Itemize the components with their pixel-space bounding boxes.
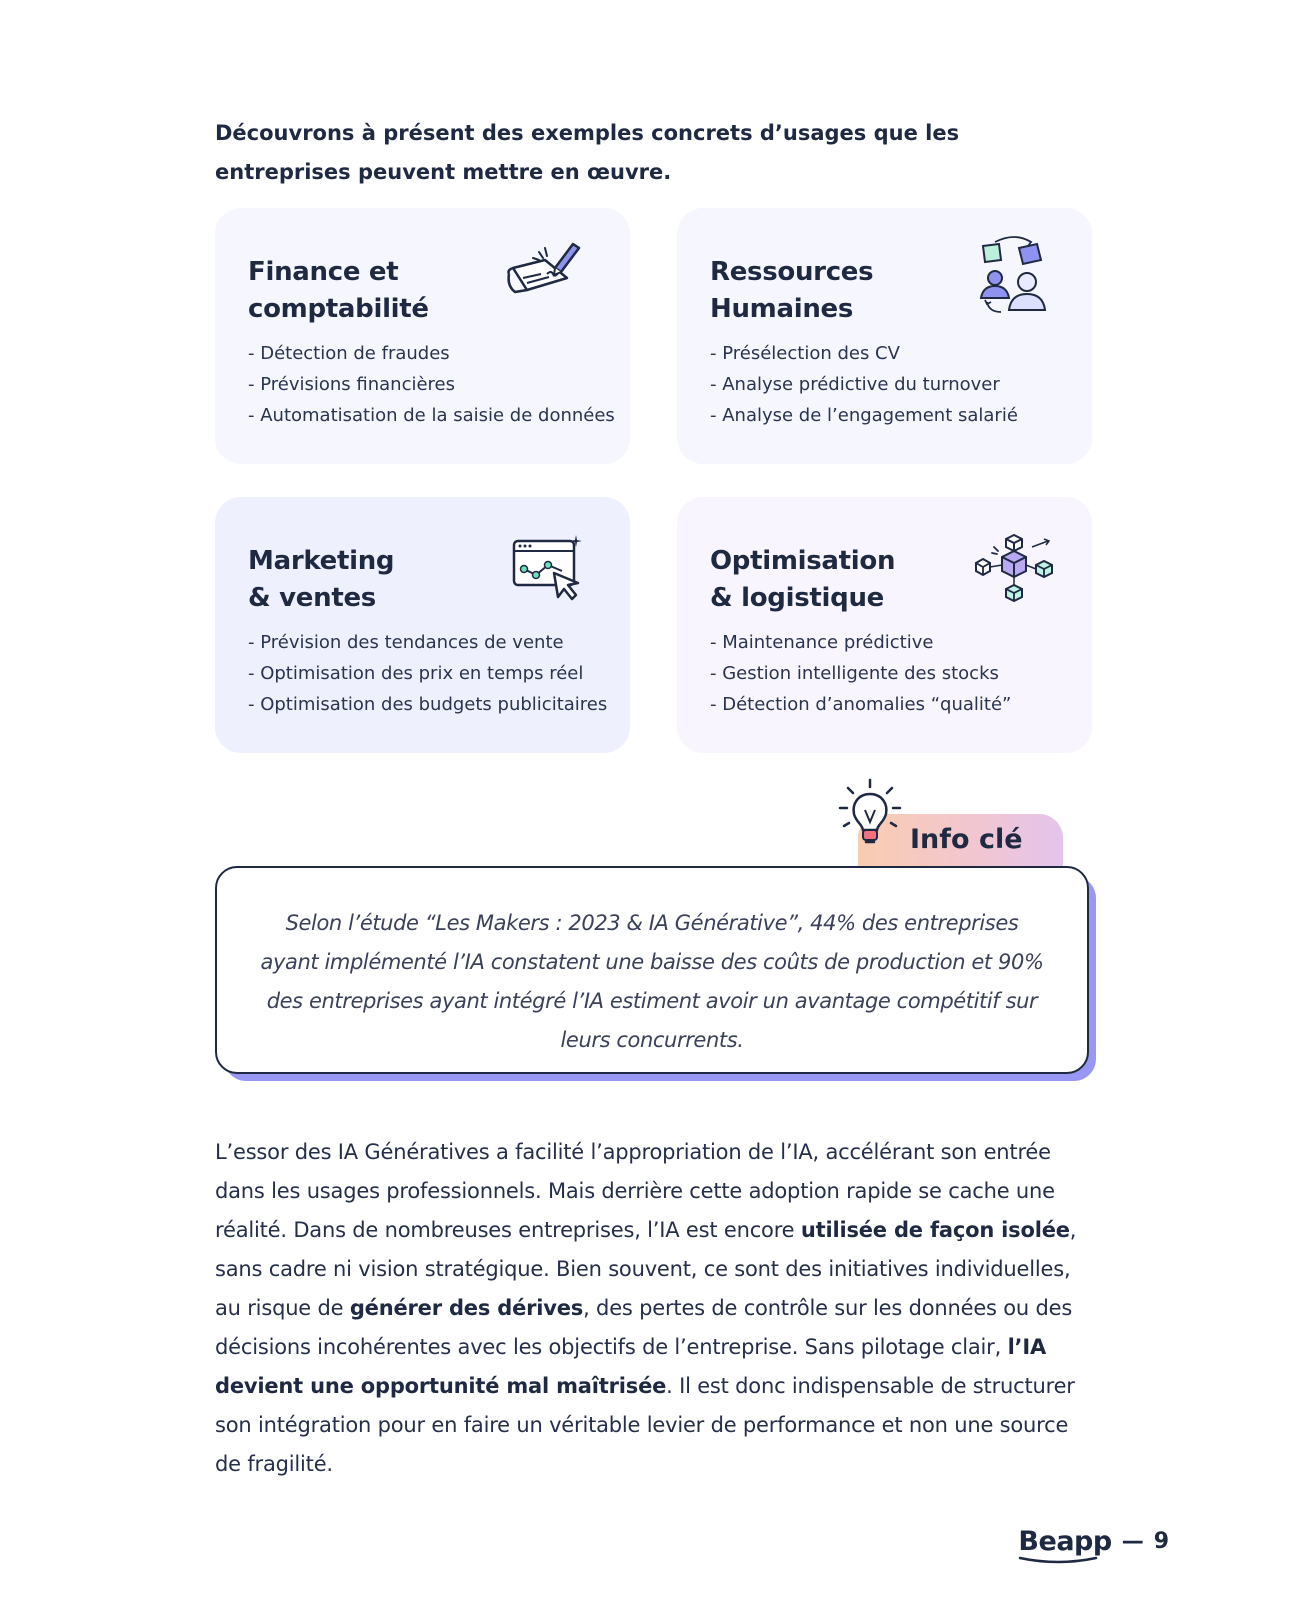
page-number: 9 xyxy=(1153,1529,1169,1554)
list-item: - Analyse de l’engagement salarié xyxy=(710,405,1018,426)
card-title: Finance et comptabilité xyxy=(248,257,429,324)
card-title: Ressources Humaines xyxy=(710,257,874,324)
emphasis-text: générer des dérives xyxy=(349,1296,584,1320)
list-item: - Détection d’anomalies “qualité” xyxy=(710,694,1012,715)
list-item: - Détection de fraudes xyxy=(248,343,450,364)
list-item: - Prévisions financières xyxy=(248,374,455,395)
list-item: - Gestion intelligente des stocks xyxy=(710,663,999,684)
beapp-logo: Beapp xyxy=(1018,1526,1111,1557)
list-item: - Prévision des tendances de vente xyxy=(248,632,564,653)
card-list xyxy=(248,627,630,720)
cubes-network-icon xyxy=(972,533,1058,607)
card-ressources-humaines xyxy=(677,208,1092,464)
card-title: Marketing & ventes xyxy=(248,546,395,613)
card-finance xyxy=(215,208,630,464)
card-list xyxy=(248,338,630,431)
card-marketing xyxy=(215,497,630,753)
logo-underline-icon xyxy=(1018,1556,1098,1564)
people-puzzle-icon xyxy=(975,236,1055,316)
footer-separator: — xyxy=(1121,1529,1144,1554)
analytics-window-icon xyxy=(510,533,590,605)
list-item: - Présélection des CV xyxy=(710,343,900,364)
list-item: - Maintenance prédictive xyxy=(710,632,934,653)
emphasis-text: utilisée de façon isolée xyxy=(800,1218,1070,1242)
signing-check-icon xyxy=(505,234,581,306)
body-paragraph: L’essor des IA Génératives a facilité l’appropriation de l’IA, accélérant son entrée dans les usages professionnels. Mais derrière cette adoption rapide se cache une réalité. Dans de nombreuses entreprises, l’IA est encore utilisée de façon isolée, sans cadre ni vision stratégique. Bien souvent, ce sont des initiatives individuelles, au risque de générer des dérives, des pertes de contrôle sur les données ou des décisions incohérentes avec les objectifs de l’entreprise. Sans pilotage clair, l’IA devient une opportunité mal maîtrisée. Il est donc indispensable de structurer son intégration pour en faire un véritable levier de performance et non une source de fragilité. xyxy=(215,1140,1077,1476)
intro-heading: Découvrons à présent des exemples concrets d’usages que les entreprises peuvent mettre en œuvre. xyxy=(215,121,960,184)
emphasis-text: l’IA devient une opportunité mal maîtrisée xyxy=(215,1335,1047,1398)
lightbulb-icon xyxy=(836,778,904,852)
key-info-quote xyxy=(215,866,1089,1074)
list-item: - Analyse prédictive du turnover xyxy=(710,374,1000,395)
list-item: - Optimisation des budgets publicitaires xyxy=(248,694,608,715)
card-logistique xyxy=(677,497,1092,753)
card-list xyxy=(710,338,1092,431)
card-title: Optimisation & logistique xyxy=(710,546,896,613)
list-item: - Optimisation des prix en temps réel xyxy=(248,663,584,684)
card-list xyxy=(710,627,1092,720)
page-footer xyxy=(1018,1526,1169,1557)
list-item: - Automatisation de la saisie de données xyxy=(248,405,615,426)
info-tab-label: Info clé xyxy=(910,824,1023,855)
quote-text: Selon l’étude “Les Makers : 2023 & IA Générative”, 44% des entreprises ayant implémenté l’IA constatent une baisse des coûts de production et 90% des entreprises ayant intégré l’IA estiment avoir un avantage compétitif sur leurs concurrents. xyxy=(260,911,1044,1052)
